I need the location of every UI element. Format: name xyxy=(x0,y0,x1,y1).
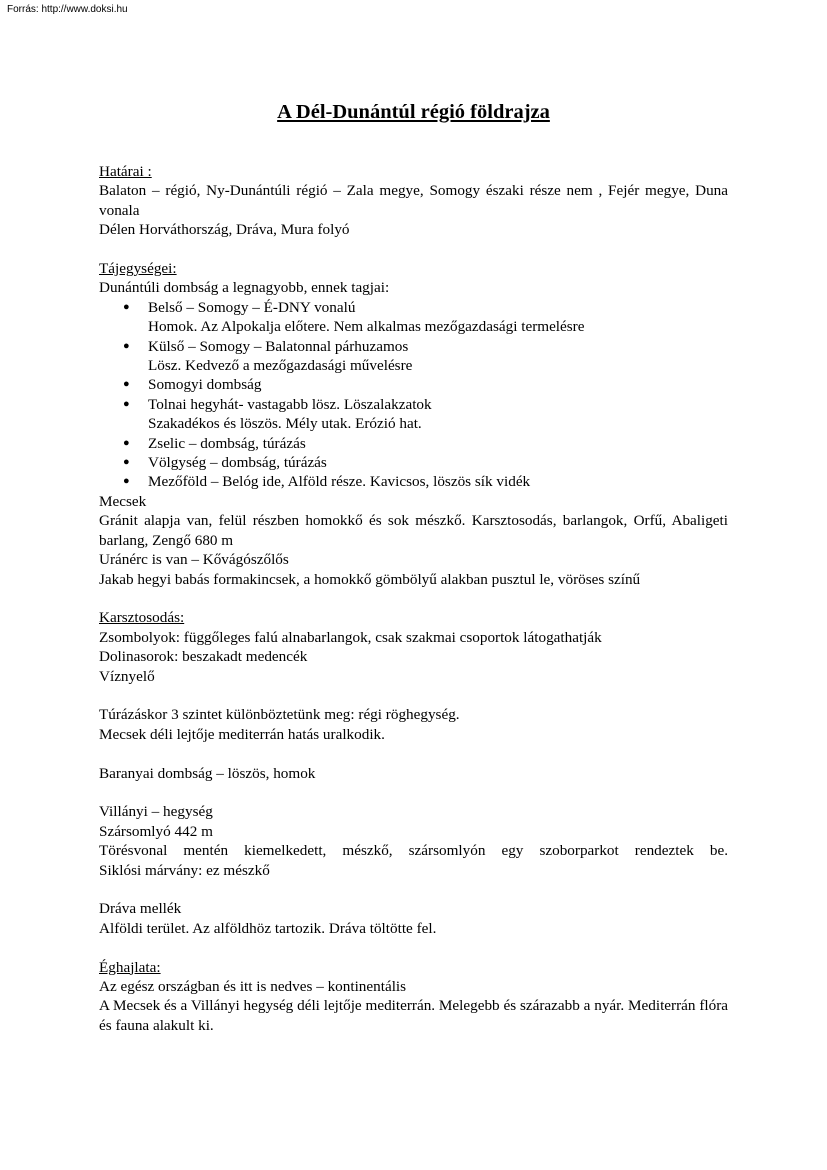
drava-line-2: Alföldi terület. Az alföldhöz tartozik. Dráva töltötte fel. xyxy=(99,919,437,937)
list-item-sub: Homok. Az Alpokalja előtere. Nem alkalmas mezőgazdasági termelésre xyxy=(148,318,585,336)
list-item xyxy=(99,434,728,453)
karsztosodas-line-3: Víznyelő xyxy=(99,667,155,685)
heading-hatarai: Határai : xyxy=(99,163,152,180)
section-karsztosodas xyxy=(99,608,728,686)
document-body xyxy=(99,162,728,1035)
list-item-label: Völgység – dombság, túrázás xyxy=(148,454,327,472)
source-line: Forrás: http://www.doksi.hu xyxy=(7,4,128,15)
bullet-icon: ● xyxy=(123,475,130,488)
list-item xyxy=(99,395,728,434)
list-item xyxy=(99,298,728,337)
section-villanyi xyxy=(99,802,728,880)
tajegysegei-intro: Dunántúli dombság a legnagyobb, ennek tagjai: xyxy=(99,279,390,297)
bullet-icon: ● xyxy=(123,456,130,469)
list-item xyxy=(99,337,728,376)
villanyi-line-3b: Siklósi márvány: ez mészkő xyxy=(99,861,270,879)
section-tajegysegei xyxy=(99,259,728,492)
section-baranyai xyxy=(99,764,728,783)
bullet-icon: ● xyxy=(123,378,130,391)
karsztosodas-line-1: Zsombolyok: függőleges falú alnabarlangok, csak szakmai csoportok látogathatják xyxy=(99,628,602,646)
section-drava xyxy=(99,899,728,938)
karsztosodas-line-2: Dolinasorok: beszakadt medencék xyxy=(99,648,308,666)
mecsek-line-3: Jakab hegyi babás formakincsek, a homokkő gömbölyű alakban pusztul le, vöröses színű xyxy=(99,570,641,588)
heading-eghajlata: Éghajlata: xyxy=(99,958,161,976)
villanyi-line-2: Szársomlyó 442 m xyxy=(99,822,213,840)
bullet-icon: ● xyxy=(123,339,130,352)
list-item xyxy=(99,453,728,472)
list-item xyxy=(99,375,728,394)
mecsek-name: Mecsek xyxy=(99,492,147,510)
list-item-sub: Lösz. Kedvező a mezőgazdasági művelésre xyxy=(148,357,413,375)
bullet-icon: ● xyxy=(123,397,130,410)
list-item xyxy=(99,472,728,491)
heading-karsztosodas: Karsztosodás: xyxy=(99,609,185,627)
mecsek-line-1: Gránit alapja van, felül részben homokkő és sok mészkő. Karsztosodás, barlangok, Orfű, Abaligeti barlang, Zengő 680 m xyxy=(99,512,728,549)
drava-line-1: Dráva mellék xyxy=(99,900,182,918)
section-eghajlata xyxy=(99,958,728,1036)
section-hatarai xyxy=(99,162,728,240)
section-turazas xyxy=(99,705,728,744)
list-item-label: Külső – Somogy – Balatonnal párhuzamos xyxy=(148,337,409,355)
section-mecsek xyxy=(99,492,728,589)
tajegysegei-list xyxy=(99,298,728,492)
list-item-label: Tolnai hegyhát- vastagabb lösz. Löszalakzatok xyxy=(148,395,432,413)
list-item-label: Somogyi dombság xyxy=(148,376,262,394)
list-item-label: Belső – Somogy – É-DNY vonalú xyxy=(148,298,356,316)
villanyi-line-1: Villányi – hegység xyxy=(99,803,213,821)
hatarai-line-1: Balaton – régió, Ny-Dunántúli régió – Zala megye, Somogy északi része nem , Fejér megye, Duna vonala xyxy=(99,182,728,219)
heading-tajegysegei: Tájegységei: xyxy=(99,260,177,278)
turazas-line-1: Túrázáskor 3 szintet különböztetünk meg: régi röghegység. xyxy=(99,706,460,724)
mecsek-line-2: Uránérc is van – Kővágószőlős xyxy=(99,551,289,569)
bullet-icon: ● xyxy=(123,436,130,449)
hatarai-line-2: Délen Horváthország, Dráva, Mura folyó xyxy=(99,221,350,239)
turazas-line-2: Mecsek déli lejtője mediterrán hatás uralkodik. xyxy=(99,725,385,743)
list-item-label: Mezőföld – Belóg ide, Alföld része. Kavicsos, löszös sík vidék xyxy=(148,473,531,491)
list-item-label: Zselic – dombság, túrázás xyxy=(148,434,306,452)
bullet-icon: ● xyxy=(123,300,130,313)
eghajlata-line-1: Az egész országban és itt is nedves – kontinentális xyxy=(99,977,407,995)
baranyai-line: Baranyai dombság – löszös, homok xyxy=(99,764,316,782)
list-item-sub: Szakadékos és löszös. Mély utak. Erózió hat. xyxy=(148,415,422,433)
villanyi-line-3a: Törésvonal mentén kiemelkedett, mészkő, szársomlyón egy szoborparkot rendeztek be. xyxy=(99,842,728,860)
page-title: A Dél-Dunántúl régió földrajza xyxy=(277,101,550,123)
eghajlata-line-2: A Mecsek és a Villányi hegység déli lejtője mediterrán. Melegebb és szárazabb a nyár. Mediterrán flóra és fauna alakult ki. xyxy=(99,997,728,1034)
